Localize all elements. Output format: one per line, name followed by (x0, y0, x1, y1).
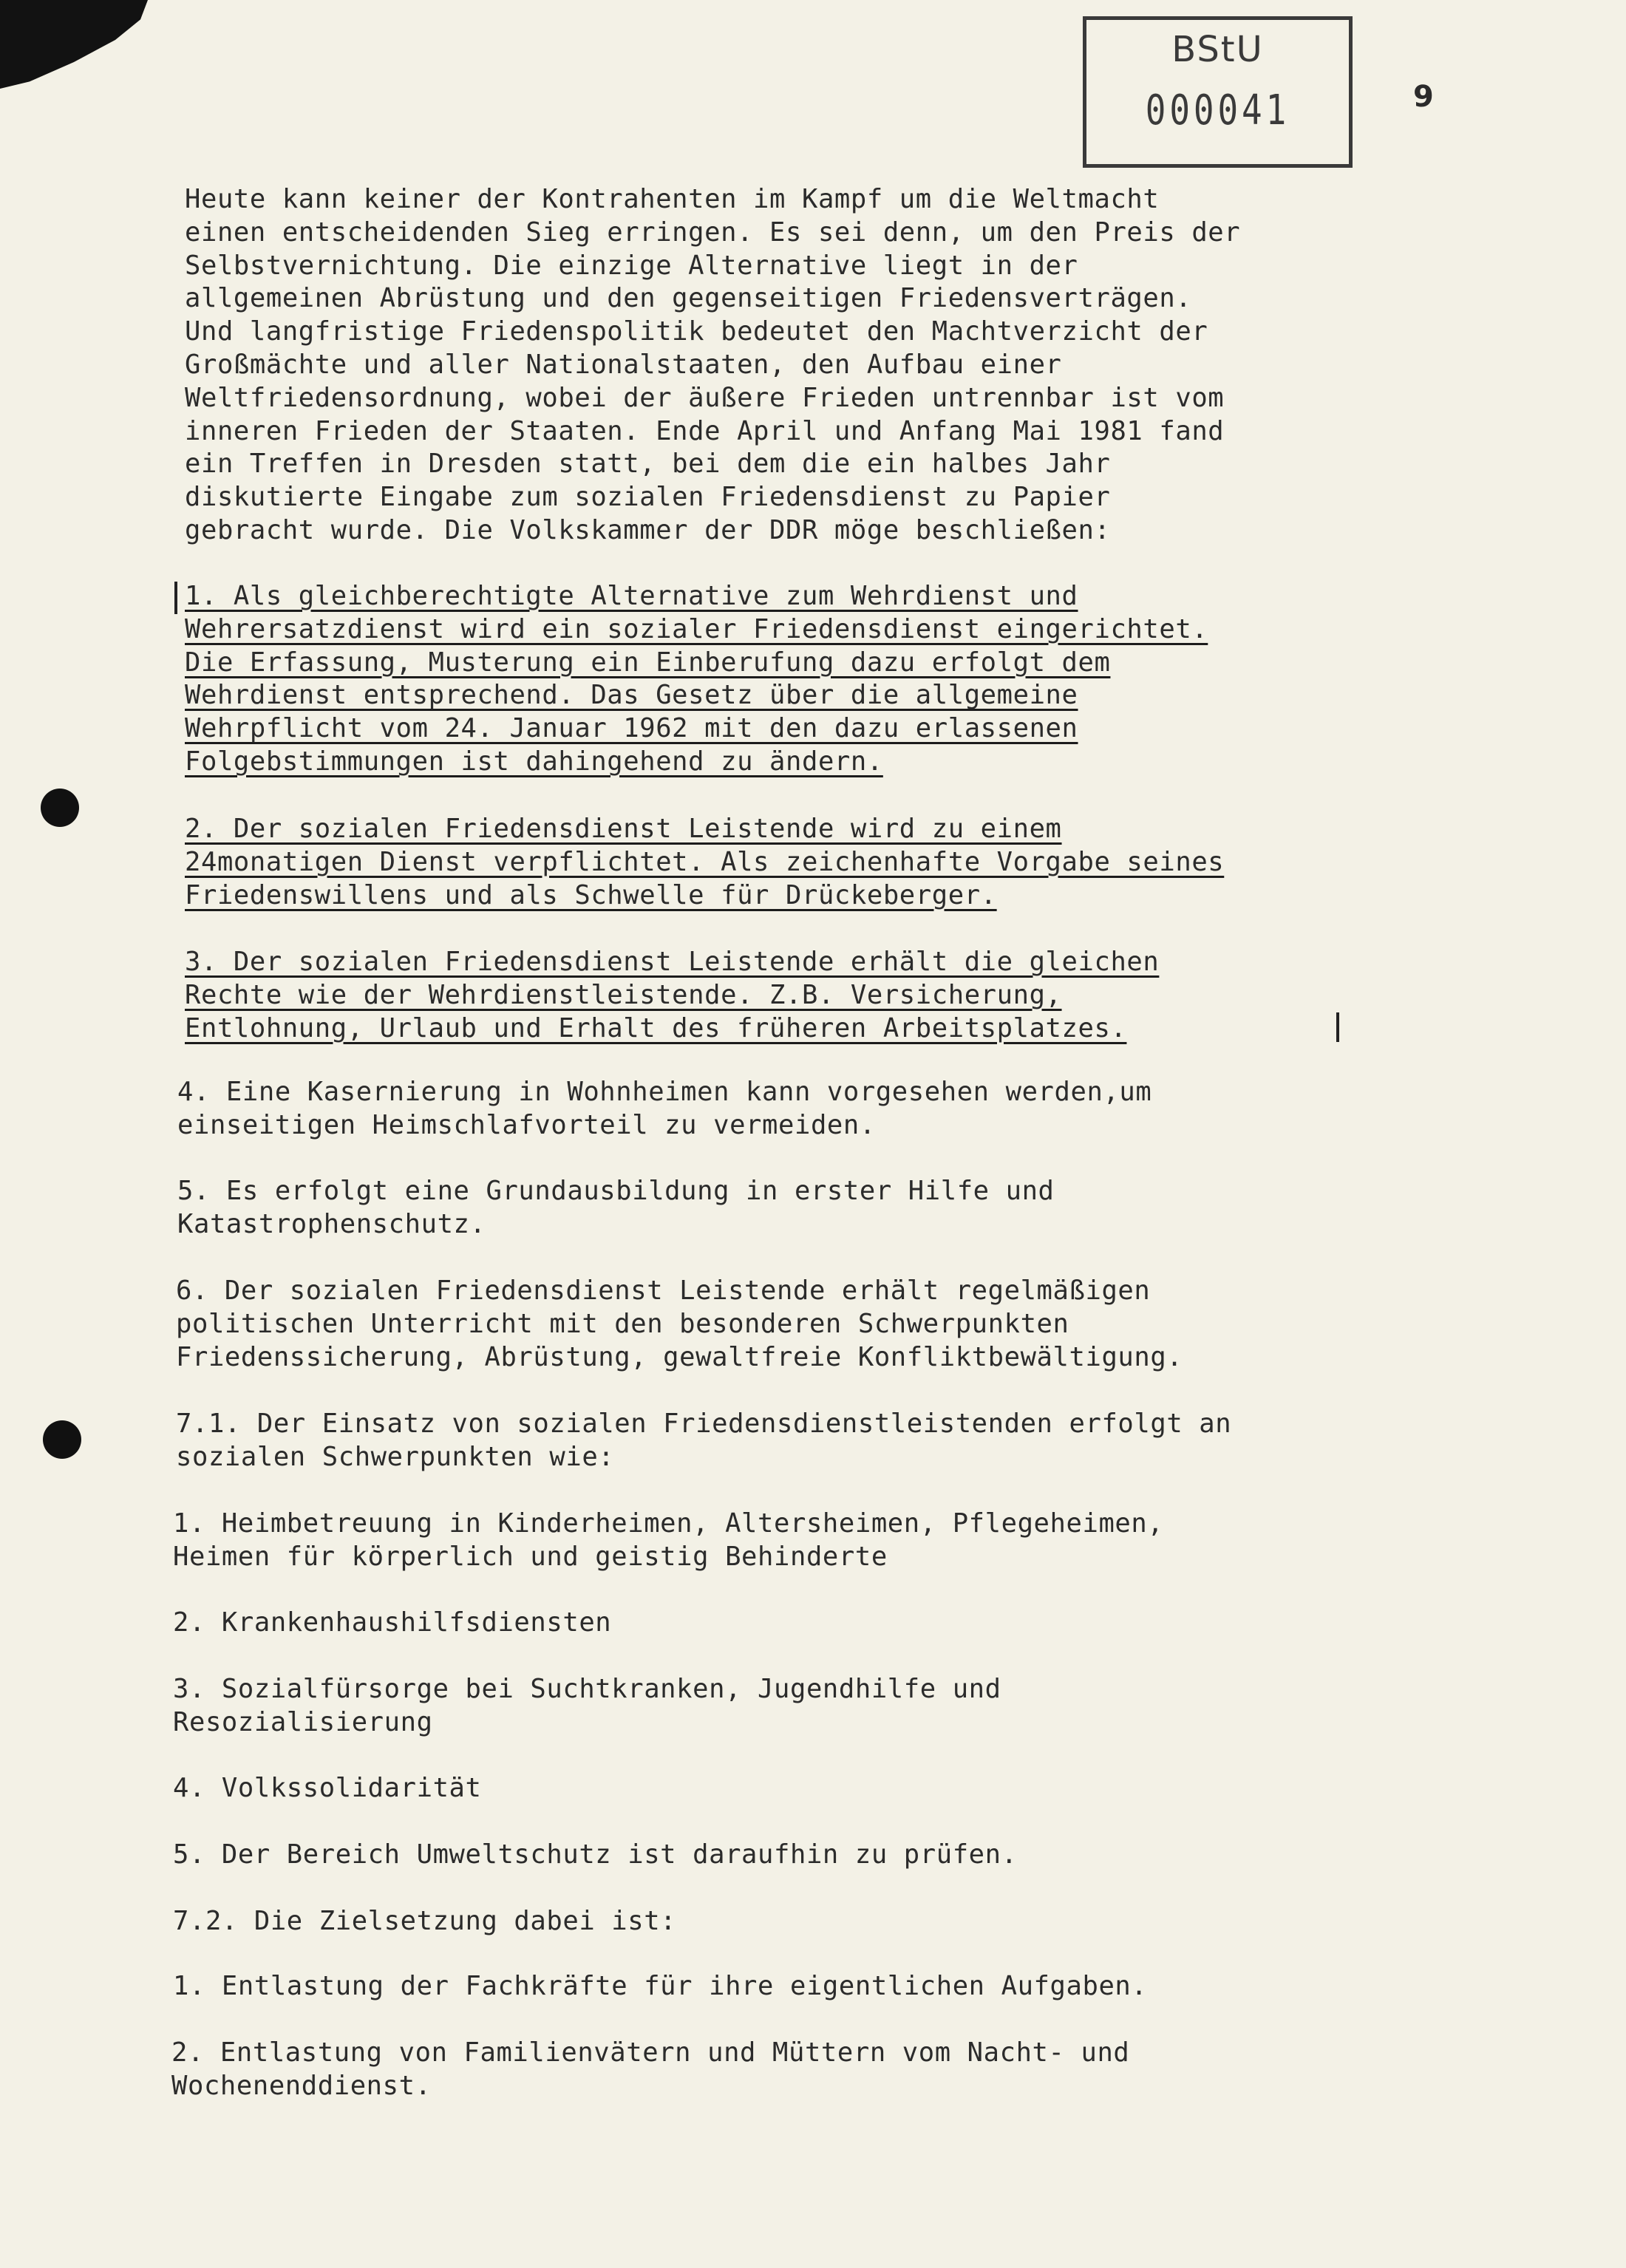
punch-hole-icon (41, 789, 79, 827)
point-6: 6. Der sozialen Friedensdienst Leistende erhält regelmäßigen politischen Unterricht mit den besonderen Schwerpunkten Friedenssicherung, Abrüstung, gewaltfreie Konfliktbewältigung. (176, 1276, 1183, 1372)
point-7-2: 7.2. Die Zielsetzung dabei ist: (173, 1906, 677, 1936)
goal-1: 1. Entlastung der Fachkräfte für ihre eigentlichen Aufgaben. (173, 1971, 1148, 2001)
punch-hole-icon (43, 1420, 81, 1459)
point-2: 2. Der sozialen Friedensdienst Leistende wird zu einem 24monatigen Dienst verpflichtet. Als zeichenhafte Vorgabe seines Friedenswillens und als Schwelle für Drückeberger. (185, 814, 1225, 910)
torn-corner (0, 0, 148, 89)
point-3: 3. Der sozialen Friedensdienst Leistende erhält die gleichen Rechte wie der Wehrdienstleistende. Z.B. Versicherung, Entlohnung, Urlaub und Erhalt des früheren Arbeitsplatzes. (185, 947, 1160, 1043)
point-4: 4. Eine Kasernierung in Wohnheimen kann vorgesehen werden,um einseitigen Heimschlafvorteil zu vermeiden. (177, 1077, 1152, 1140)
goal-2: 2. Entlastung von Familienvätern und Müttern vom Nacht- und Wochenenddienst. (171, 2037, 1130, 2101)
archive-stamp (1083, 16, 1353, 168)
stamp-title: BStU (1171, 29, 1264, 70)
point-1: 1. Als gleichberechtigte Alternative zum Wehrdienst und Wehrersatzdienst wird ein sozialer Friedensdienst eingerichtet. Die Erfassung, Musterung ein Einberufung dazu erfolgt dem Wehrdienst entsprechend. Das Gesetz über die allgemeine Wehrpflicht vom 24. Januar 1962 mit den dazu erlassenen Folgebstimmungen ist dahingehend zu ändern. (185, 581, 1208, 777)
sub-point-3: 3. Sozialfürsorge bei Suchtkranken, Jugendhilfe und Resozialisierung (173, 1674, 1001, 1737)
sub-point-1: 1. Heimbetreuung in Kinderheimen, Altersheimen, Pflegeheimen, Heimen für körperlich und geistig Behinderte (173, 1508, 1164, 1572)
sub-point-4: 4. Volkssolidarität (173, 1773, 482, 1803)
bracket-mark-open (174, 582, 177, 614)
point-7-1: 7.1. Der Einsatz von sozialen Friedensdienstleistenden erfolgt an sozialen Schwerpunkten wie: (176, 1409, 1232, 1472)
point-5: 5. Es erfolgt eine Grundausbildung in erster Hilfe und Katastrophenschutz. (177, 1176, 1055, 1239)
sub-point-2: 2. Krankenhaushilfsdiensten (173, 1607, 612, 1638)
page-number: 9 (1413, 80, 1434, 114)
bracket-mark-close (1336, 1012, 1339, 1042)
stamp-number: 000041 (1145, 86, 1290, 134)
intro-paragraph: Heute kann keiner der Kontrahenten im Kampf um die Weltmacht einen entscheidenden Sieg erringen. Es sei denn, um den Preis der Selbstvernichtung. Die einzige Alternative liegt in der allgemeinen Abrüstung und den gegenseitigen Friedensverträgen. Und langfristige Friedenspolitik bedeutet den Machtverzicht der Großmächte und aller Nationalstaaten, den Aufbau einer Weltfriedensordnung, wobei der äußere Frieden untrennbar ist vom inneren Frieden der Staaten. Ende April und Anfang Mai 1981 fand ein Treffen in Dresden statt, bei dem die ein halbes Jahr diskutierte Eingabe zum sozialen Friedensdienst zu Papier gebracht wurde. Die Volkskammer der DDR möge beschließen: (185, 184, 1241, 545)
sub-point-5: 5. Der Bereich Umweltschutz ist daraufhin zu prüfen. (173, 1839, 1018, 1870)
